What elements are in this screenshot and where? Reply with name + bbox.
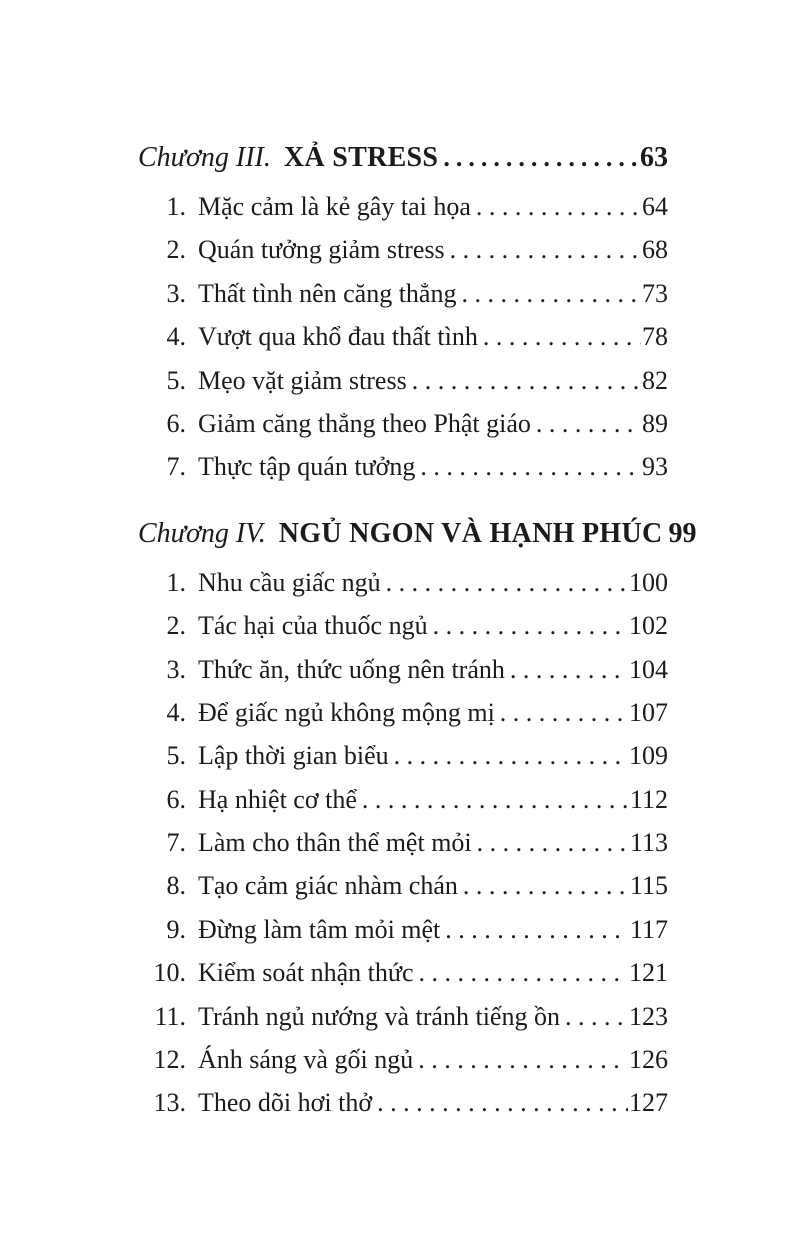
- item-number: 12.: [153, 1045, 186, 1075]
- item-page-number: 112: [629, 784, 668, 814]
- item-number: 1.: [166, 192, 186, 221]
- toc-item: [138, 732, 668, 775]
- item-page-number: 104: [629, 654, 668, 684]
- item-title: Tác hại của thuốc ngủ: [198, 611, 428, 641]
- item-page-number: 127: [629, 1088, 668, 1118]
- leader-dots: [461, 279, 641, 309]
- leader-dots: [394, 741, 628, 771]
- item-title: Hạ nhiệt cơ thể: [198, 784, 357, 814]
- item-title: Ánh sáng và gối ngủ: [198, 1045, 414, 1075]
- leader-dots: [377, 1088, 628, 1118]
- item-page-number: 117: [629, 914, 668, 944]
- item-title: Tạo cảm giác nhàm chán: [198, 871, 458, 901]
- item-page-number: 89: [642, 408, 668, 438]
- item-title: Đừng làm tâm mỏi mệt: [198, 914, 441, 944]
- item-page-number: 100: [629, 567, 668, 597]
- leader-dots: [450, 235, 641, 265]
- toc-item: [138, 862, 668, 905]
- leader-dots: [510, 655, 628, 685]
- leader-dots: [500, 698, 628, 728]
- item-number: 3.: [166, 278, 186, 308]
- item-page-number: 93: [642, 452, 668, 482]
- toc-item: [138, 993, 668, 1036]
- item-number: 9.: [166, 914, 186, 944]
- item-number: 5.: [166, 741, 186, 771]
- item-number: 5.: [166, 365, 186, 395]
- item-number: 2.: [166, 611, 186, 641]
- item-number: 7.: [166, 452, 186, 482]
- item-page-number: 115: [629, 871, 668, 901]
- item-number: 3.: [166, 654, 186, 684]
- leader-dots: [412, 366, 641, 396]
- item-number: 1.: [166, 567, 186, 597]
- leader-dots: [463, 871, 629, 901]
- toc-item: [138, 559, 668, 602]
- chapter-page-number: 63: [640, 142, 668, 173]
- leader-dots: [419, 958, 628, 988]
- toc-item: [138, 949, 668, 992]
- item-title: Thất tình nên căng thẳng: [198, 278, 457, 308]
- chapter-title: NGỦ NGON VÀ HẠNH PHÚC: [278, 517, 663, 549]
- item-page-number: 107: [629, 697, 668, 727]
- item-number: 6.: [166, 784, 186, 814]
- item-number: 10.: [153, 958, 186, 988]
- item-title: Tránh ngủ nướng và tránh tiếng ồn: [198, 1001, 560, 1031]
- item-title: Mẹo vặt giảm stress: [198, 365, 407, 395]
- item-number: 6.: [166, 408, 186, 438]
- toc-item: [138, 400, 668, 443]
- toc-item: [138, 226, 668, 269]
- item-title: Vượt qua khổ đau thất tình: [198, 322, 478, 352]
- chapter-page-number: 99: [668, 517, 697, 549]
- toc-item: [138, 183, 668, 226]
- item-page-number: 123: [629, 1001, 668, 1031]
- toc-item: [138, 689, 668, 732]
- leader-dots: [433, 611, 628, 641]
- toc-item: [138, 1036, 668, 1079]
- item-title: Mặc cảm là kẻ gây tai họa: [198, 192, 471, 221]
- toc-item: [138, 602, 668, 645]
- item-title: Nhu cầu giấc ngủ: [198, 567, 381, 597]
- toc-item: [138, 313, 668, 356]
- chapter-title: XẢ STRESS: [283, 142, 439, 173]
- item-page-number: 102: [629, 611, 668, 641]
- item-page-number: 64: [642, 192, 668, 221]
- leader-dots: [420, 452, 641, 482]
- leader-dots: [565, 1002, 628, 1032]
- item-title: Kiểm soát nhận thức: [198, 958, 414, 988]
- table-of-contents: [138, 131, 697, 1123]
- toc-item: [138, 776, 668, 819]
- item-page-number: 109: [629, 741, 668, 771]
- toc-item: [138, 270, 668, 313]
- leader-dots: [386, 568, 628, 598]
- item-page-number: 82: [642, 365, 668, 395]
- chapter-label: Chương III.: [138, 142, 271, 173]
- item-number: 7.: [166, 828, 186, 858]
- item-title: Thức ăn, thức uống nên tránh: [198, 654, 505, 684]
- toc-chapter-heading: [138, 131, 668, 177]
- item-number: 4.: [166, 322, 186, 352]
- leader-dots: [477, 828, 629, 858]
- item-title: Theo dõi hơi thở: [198, 1088, 373, 1118]
- toc-item: [138, 443, 668, 486]
- toc-item: [138, 906, 668, 949]
- item-page-number: 78: [642, 322, 668, 352]
- leader-dots: [445, 915, 629, 945]
- item-title: Làm cho thân thể mệt mỏi: [198, 828, 472, 858]
- item-title: Thực tập quán tưởng: [198, 452, 416, 482]
- leader-dots: [443, 142, 639, 174]
- item-page-number: 68: [642, 235, 668, 265]
- item-number: 4.: [166, 697, 186, 727]
- item-page-number: 73: [642, 278, 668, 308]
- toc-item: [138, 1079, 668, 1122]
- leader-dots: [536, 409, 641, 439]
- leader-dots: [362, 785, 629, 815]
- leader-dots: [483, 322, 641, 352]
- item-title: Để giấc ngủ không mộng mị: [198, 697, 495, 727]
- item-page-number: 126: [629, 1045, 668, 1075]
- chapter-label: Chương IV.: [138, 517, 266, 549]
- item-number: 2.: [166, 235, 186, 265]
- toc-item: [138, 646, 668, 689]
- item-number: 11.: [154, 1001, 186, 1031]
- item-title: Lập thời gian biểu: [198, 741, 389, 771]
- item-title: Giảm căng thẳng theo Phật giáo: [198, 408, 531, 438]
- toc-item: [138, 819, 668, 862]
- item-number: 8.: [166, 871, 186, 901]
- toc-item: [138, 357, 668, 400]
- leader-dots: [418, 1045, 628, 1075]
- leader-dots: [476, 192, 641, 222]
- item-page-number: 113: [629, 828, 668, 858]
- item-number: 13.: [153, 1088, 186, 1118]
- toc-chapter-heading: [138, 507, 697, 553]
- item-title: Quán tưởng giảm stress: [198, 235, 445, 265]
- item-page-number: 121: [629, 958, 668, 988]
